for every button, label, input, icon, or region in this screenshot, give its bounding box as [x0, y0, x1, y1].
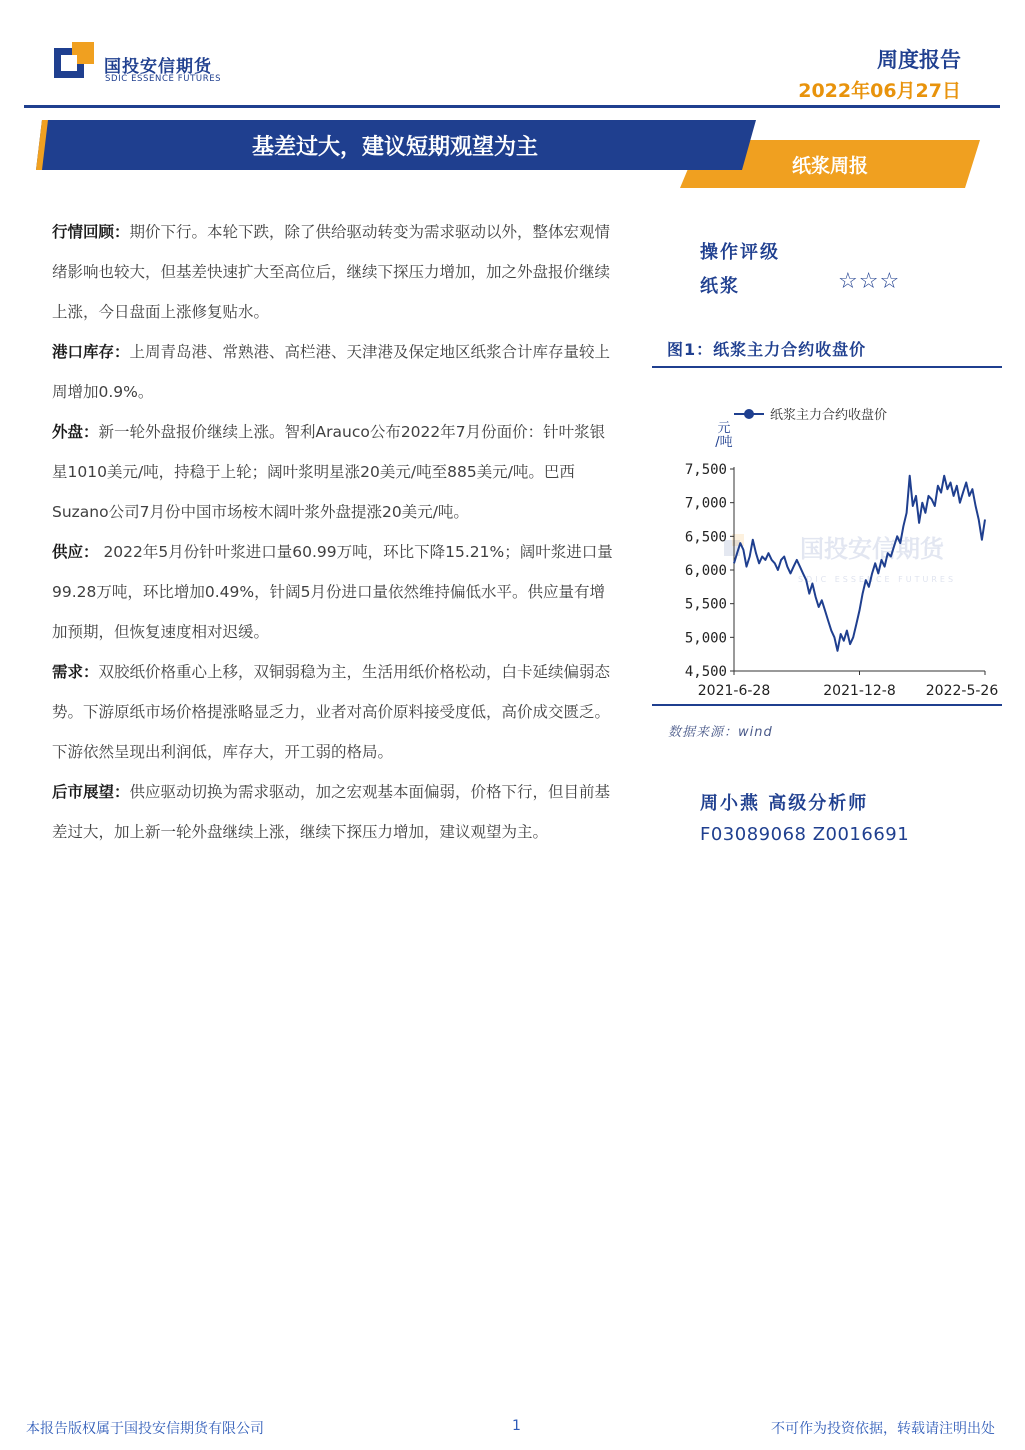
watermark-text-en: SDIC ESSENCE FUTURES [797, 575, 957, 584]
figure-bottom-rule [652, 704, 1002, 706]
y-axis-label-cont: /吨 [715, 435, 733, 450]
y-tick-label: 6,000 [684, 563, 727, 579]
footer-copyright: 本报告版权属于国投安信期货有限公司 [26, 1421, 264, 1437]
y-tick-label: 7,500 [684, 462, 727, 478]
section-label: 后市展望： [52, 783, 130, 801]
x-tick-label: 2021-12-8 [823, 683, 896, 699]
company-logo-icon [54, 42, 96, 84]
rating-stars: ☆☆☆ [838, 269, 901, 294]
y-tick-label: 6,500 [684, 529, 727, 546]
report-title: 基差过大，建议短期观望为主 [251, 135, 538, 160]
section-text: 2022年5月份针叶浆进口量60.99万吨，环比下降15.21%；阔叶浆进口量99.28万吨，环比增加0.49%，针阔5月份进口量依然维持偏低水平。供应量有增加预期，但恢复速度相对迟缓。 [52, 543, 613, 641]
section-label: 行情回顾： [52, 223, 130, 241]
section-text: 供应驱动切换为需求驱动，加之宏观基本面偏弱，价格下行，但目前基差过大，加上新一轮外盘继续上涨，继续下探压力增加，建议观望为主。 [52, 783, 611, 841]
section-label: 供应： [52, 543, 99, 561]
analyst-cert: F03089068 Z0016691 [700, 824, 910, 845]
report-type: 周度报告 [877, 48, 961, 72]
analyst-name: 周小燕 高级分析师 [700, 793, 869, 814]
figure-top-rule [652, 366, 1002, 368]
y-axis-label: 元 [717, 421, 731, 436]
section-external-quote [52, 412, 617, 532]
y-tick-label: 5,500 [684, 596, 727, 613]
x-tick-label: 2022-5-26 [925, 683, 999, 699]
header-divider [24, 105, 1000, 108]
legend-label: 纸浆主力合约收盘价 [770, 408, 888, 423]
footer-disclaimer: 不可作为投资依据，转载请注明出处 [771, 1421, 995, 1437]
legend-marker [744, 409, 754, 419]
section-text: 新一轮外盘报价继续上涨。智利Arauco公布2022年7月份面价：针叶浆银星1010美元/吨，持稳于上轮；阔叶浆明星涨20美元/吨至885美元/吨。巴西Suzano公司7月份中国市场桉木阔叶浆外盘提涨20美元/吨。 [52, 423, 606, 521]
section-text: 上周青岛港、常熟港、高栏港、天津港及保定地区纸浆合计库存量较上周增加0.9%。 [52, 343, 611, 401]
figure-title: 图1：纸浆主力合约收盘价 [667, 340, 867, 359]
y-tick-label: 7,000 [684, 495, 727, 512]
section-demand [52, 652, 617, 772]
rating-title: 操作评级 [700, 242, 780, 263]
logo-name-en: SDIC ESSENCE FUTURES [105, 74, 222, 84]
data-source: 数据来源：wind [668, 725, 773, 740]
rating-item: 纸浆 [700, 276, 740, 297]
report-tag: 纸浆周报 [791, 155, 868, 177]
section-supply [52, 532, 617, 652]
section-market-review [52, 212, 617, 332]
price-chart [652, 392, 1002, 702]
page-number: 1 [512, 1418, 521, 1434]
section-text: 期价下行。本轮下跌，除了供给驱动转变为需求驱动以外，整体宏观情绪影响也较大，但基差快速扩大至高位后，继续下探压力增加，加之外盘报价继续上涨，今日盘面上涨修复贴水。 [52, 223, 611, 321]
section-label: 外盘： [52, 423, 99, 441]
section-text: 双胶纸价格重心上移，双铜弱稳为主，生活用纸价格松动，白卡延续偏弱态势。下游原纸市场价格提涨略显乏力，业者对高价原料接受度低，高价成交匮乏。下游依然呈现出利润低，库存大，开工弱的格局。 [52, 663, 611, 761]
y-tick-label: 4,500 [684, 664, 727, 680]
watermark-text: 国投安信期货 [800, 535, 944, 563]
y-tick-label: 5,000 [684, 630, 727, 647]
x-tick-label: 2021-6-28 [697, 683, 771, 699]
section-label: 需求： [52, 663, 99, 681]
section-label: 港口库存： [52, 343, 130, 361]
section-port-inventory [52, 332, 617, 412]
series-line [734, 476, 985, 651]
report-date: 2022年06月27日 [798, 80, 961, 102]
logo-name-cn: 国投安信期货 [104, 57, 212, 77]
section-outlook [52, 772, 617, 852]
report-body [52, 212, 617, 852]
